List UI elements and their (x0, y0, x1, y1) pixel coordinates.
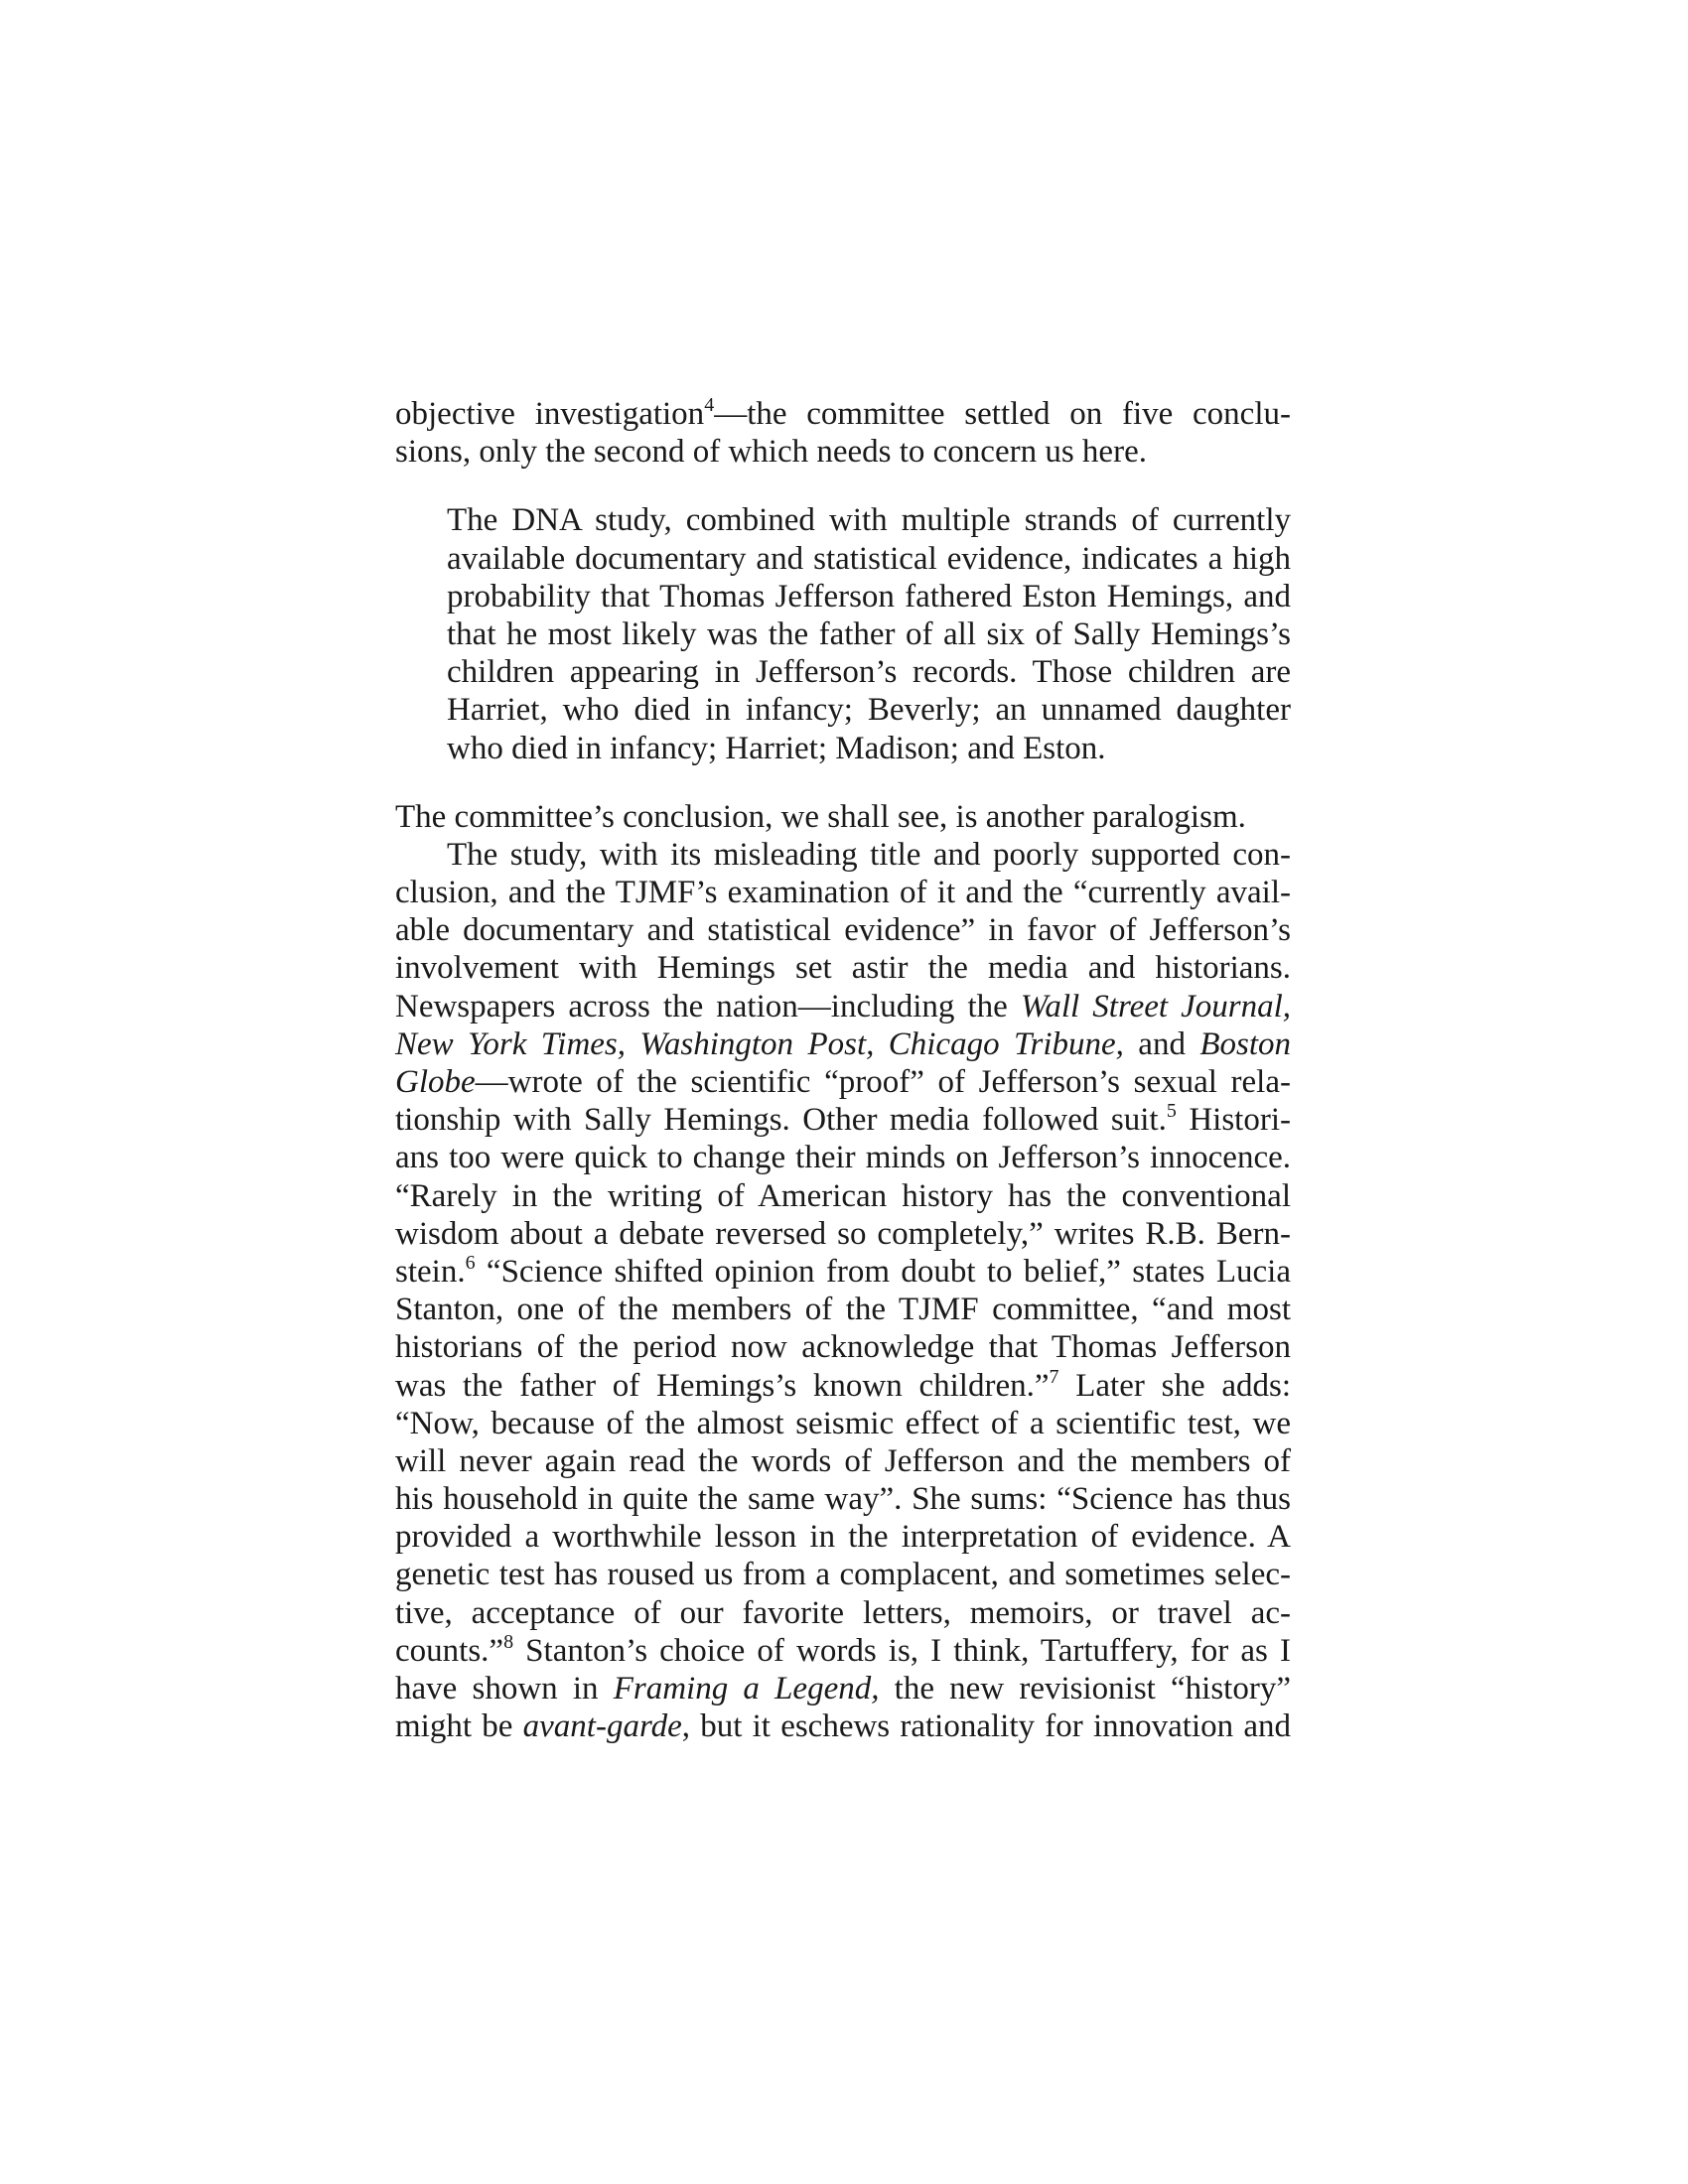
paragraph-opening (395, 395, 1291, 471)
text-line: sions, only the second of which needs to concern us here. (395, 434, 1147, 471)
text-run: Stanton’s choice of words is, I think, Tartuffery, for as I (513, 1632, 1291, 1669)
footnote-ref-6: 6 (465, 1251, 476, 1274)
text-run: have shown in (395, 1671, 614, 1706)
text-run: counts.” (395, 1632, 504, 1669)
text-run: was the father of Hemings’s known children.” (395, 1367, 1050, 1404)
text-line: tive, acceptance of our favorite letters, memoirs, or travel ac- (395, 1594, 1291, 1631)
text-run: —wrote of the scientific “proof” of Jefferson’s sexual rela- (475, 1064, 1291, 1100)
italic-title: Boston (1199, 1025, 1291, 1062)
text-line: clusion, and the TJMF’s examination of it and the “currently avail- (395, 875, 1291, 911)
text-line: historians of the period now acknowledge that Thomas Jefferson (395, 1329, 1291, 1366)
text-line: The committee’s conclusion, we shall see, is another paralogism. (395, 798, 1246, 835)
text-run: objective investigation (395, 396, 705, 432)
footnote-ref-4: 4 (704, 394, 715, 416)
text-line: provided a worthwhile lesson in the interpretation of evidence. A (395, 1519, 1291, 1556)
italic-title: Framing a Legend, (613, 1671, 880, 1706)
italic-title: Globe (395, 1064, 476, 1100)
page-body (395, 395, 1291, 1745)
text-line (395, 1707, 1291, 1745)
text-line: “Rarely in the writing of American history has the conventional (395, 1177, 1291, 1214)
text-line: genetic test has roused us from a complacent, and sometimes selec- (395, 1557, 1291, 1593)
paragraph-main (395, 836, 1291, 1746)
quote-line: that he most likely was the father of all six of Sally Hemings’s (447, 615, 1291, 652)
quote-line: who died in infancy; Harriet; Madison; and Eston. (447, 730, 1106, 766)
text-line (395, 1367, 1291, 1405)
footnote-ref-5: 5 (1166, 1100, 1177, 1123)
text-line: wisdom about a debate reversed so completely,” writes R.B. Bern- (395, 1215, 1291, 1252)
text-line (395, 1670, 1291, 1707)
italic-title: Wall Street Journal, (1020, 988, 1292, 1024)
text-line (395, 988, 1291, 1025)
quote-line: available documentary and statistical evidence, indicates a high (447, 540, 1291, 577)
text-run: —the committee settled on five conclu- (714, 396, 1291, 432)
text-run: might be (395, 1708, 523, 1745)
text-run: , but it eschews rationality for innovation and (681, 1708, 1291, 1745)
text-line (395, 1632, 1291, 1670)
text-run: stein. (395, 1253, 466, 1290)
text-run: Later she adds: (1058, 1367, 1291, 1404)
text-line: will never again read the words of Jefferson and the members of (395, 1442, 1291, 1479)
text-line: The study, with its misleading title and poorly supported con- (447, 836, 1291, 873)
text-line (395, 1063, 1291, 1101)
text-run: Histori- (1176, 1102, 1291, 1139)
text-line (395, 1025, 1291, 1063)
block-quote (447, 501, 1291, 766)
text-line (395, 1253, 1291, 1291)
quote-line: The DNA study, combined with multiple strands of currently (447, 502, 1291, 539)
text-line: Stanton, one of the members of the TJMF committee, “and most (395, 1292, 1291, 1328)
quote-line: children appearing in Jefferson’s records. Those children are (447, 654, 1291, 691)
paragraph-conclusion (395, 798, 1291, 836)
text-line: “Now, because of the almost seismic effect of a scientific test, we (395, 1405, 1291, 1441)
italic-title: New York Times, Washington Post, Chicago Tribune, (395, 1025, 1124, 1062)
text-line: involvement with Hemings set astir the media and historians. (395, 950, 1291, 987)
text-line: his household in quite the same way”. She sums: “Science has thus (395, 1481, 1291, 1518)
text-line: ans too were quick to change their minds on Jefferson’s innocence. (395, 1140, 1291, 1176)
footnote-ref-7: 7 (1049, 1365, 1059, 1388)
footnote-ref-8: 8 (503, 1630, 514, 1653)
text-line: able documentary and statistical evidence” in favor of Jefferson’s (395, 912, 1291, 949)
text-run: and (1123, 1025, 1200, 1062)
quote-line: probability that Thomas Jefferson fathered Eston Hemings, and (447, 578, 1291, 614)
text-line (395, 1101, 1291, 1139)
text-run: tionship with Sally Hemings. Other media followed suit. (395, 1102, 1167, 1139)
text-run: “Science shifted opinion from doubt to belief,” states Lucia (475, 1253, 1291, 1290)
text-run: the new revisionist “history” (879, 1671, 1291, 1706)
italic-term: avant-garde (522, 1708, 682, 1745)
text-line (395, 395, 1291, 433)
quote-line: Harriet, who died in infancy; Beverly; an unnamed daughter (447, 692, 1291, 729)
text-run: Newspapers across the nation—including the (395, 988, 1021, 1024)
